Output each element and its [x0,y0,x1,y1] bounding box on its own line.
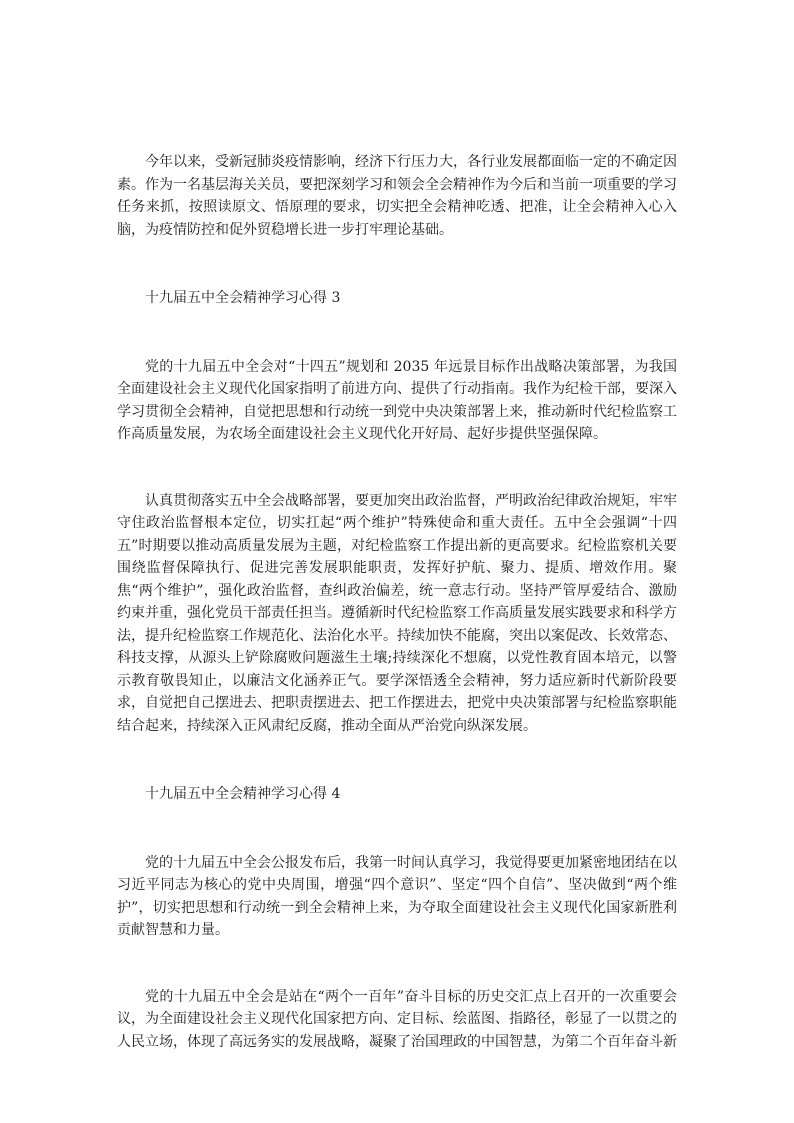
paragraph-gap [117,737,677,783]
paragraph-gap [117,942,677,986]
paragraph-gap [117,241,677,287]
paragraph: 党的十九届五中全会是站在“两个一百年”奋斗目标的历史交汇点上召开的一次重要会议，为全面建设社会主义现代化国家把方向、定目标、绘蓝图、指路径，彰显了一以贯之的人民立场，体现了高远务实的发展战略，凝聚了治国理政的中国智慧，为第二个百年奋斗新 [117,988,677,1050]
paragraph-gap [117,446,677,490]
paragraph: 今年以来，受新冠肺炎疫情影响，经济下行压力大，各行业发展都面临一定的不确定因素。作为一名基层海关关员，要把深刻学习和领会全会精神作为今后和当前一项重要的学习任务来抓，按照读原文、悟原理的要求，切实把全会精神吃透、把准，让全会精神入心入脑，为疫情防控和促外贸稳增长进一步打牢理论基础。 [117,154,677,238]
paragraph: 党的十九届五中全会对“十四五”规划和 2035 年远景目标作出战略决策部署，为我国全面建设社会主义现代化国家指明了前进方向、提供了行动指南。我作为纪检干部，要深入学习贯彻全会精神，自觉把思想和行动统一到党中央决策部署上来，推动新时代纪检监察工作高质量发展，为农场全面建设社会主义现代化开好局、起好步提供坚强保障。 [117,358,677,442]
paragraph: 党的十九届五中全会公报发布后，我第一时间认真学习，我觉得要更加紧密地团结在以习近平同志为核心的党中央周围，增强“四个意识”、坚定“四个自信”、坚决做到“两个维护”，切实把思想和行动统一到全会精神上来，为夺取全面建设社会主义现代化国家新胜利贡献智慧和力量。 [117,854,677,938]
paragraph-gap [117,806,677,852]
section-heading: 十九届五中全会精神学习心得 3 [145,290,341,306]
paragraph: 认真贯彻落实五中全会战略部署，要更加突出政治监督，严明政治纪律政治规矩，牢牢守住政治监督根本定位，切实扛起“两个维护”特殊使命和重大责任。五中全会强调“十四五”时期要以推动高质量发展为主题，对纪检监察工作提出新的更高要求。纪检监察机关要围绕监督保障执行、促进完善发展职能职责，发挥好护航、聚力、提质、增效作用。聚焦“两个维护”，强化政治监督，查纠政治偏差，统一意志行动。坚持严管厚爱结合、激励约束并重，强化党员干部责任担当。遵循新时代纪检监察工作高质量发展实践要求和科学方法，提升纪检监察工作规范化、法治化水平。持续加快不能腐，突出以案促改、长效常态、科技支撑，从源头上铲除腐败问题滋生土壤;持续深化不想腐，以党性教育固本培元，以警示教育敬畏知止，以廉洁文化涵养正气。要学深悟透全会精神，努力适应新时代新阶段要求，自觉把自己摆进去、把职责摆进去、把工作摆进去，把党中央决策部署与纪检监察职能结合起来，持续深入正风肃纪反腐，推动全面从严治党向纵深发展。 [117,492,677,734]
paragraph-gap [117,310,677,356]
section-heading: 十九届五中全会精神学习心得 4 [145,786,341,802]
document-page [117,151,677,1053]
